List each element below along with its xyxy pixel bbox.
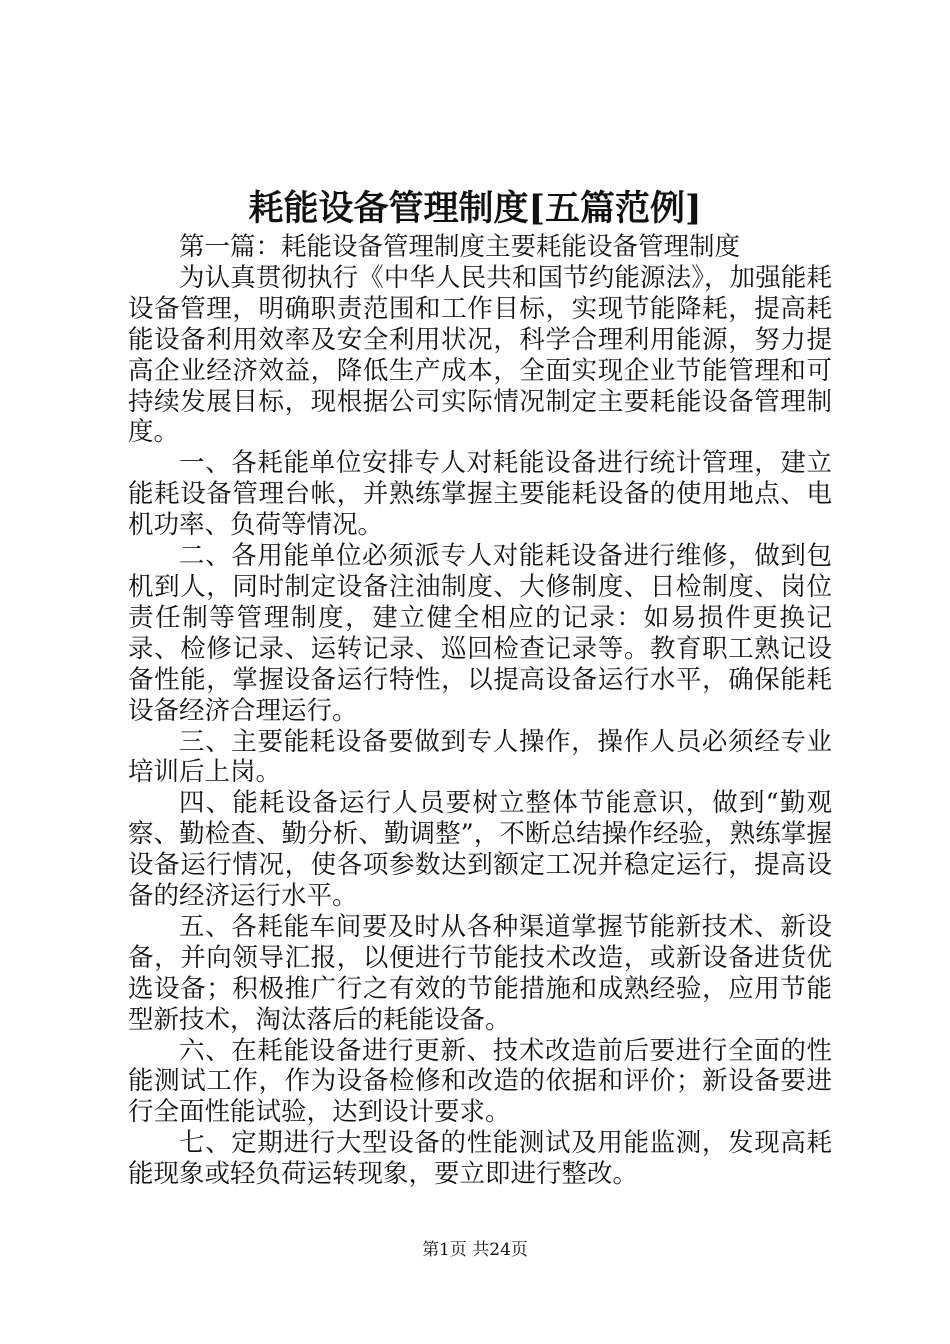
paragraph-item-2: 二、各用能单位必须派专人对能耗设备进行维修，做到包机到人，同时制定设备注油制度、大修制度、日检制度、岗位责任制等管理制度，建立健全相应的记录：如易损件更换记录、检修记录、运转记录、巡回检查记录等。教育职工熟记设备性能，掌握设备运行特性，以提高设备运行水平，确保能耗设备经济合理运行。 [128, 541, 832, 726]
paragraph-item-1: 一、各耗能单位安排专人对耗能设备进行统计管理，建立能耗设备管理台帐，并熟练掌握主要能耗设备的使用地点、电机功率、负荷等情况。 [128, 448, 832, 541]
paragraph-item-3: 三、主要能耗设备要做到专人操作，操作人员必须经专业培训后上岗。 [128, 726, 832, 788]
paragraph-item-5: 五、各耗能车间要及时从各种渠道掌握节能新技术、新设备，并向领导汇报，以便进行节能技术改造，或新设备进货优选设备；积极推广行之有效的节能措施和成熟经验，应用节能型新技术，淘汰落后的耗能设备。 [128, 911, 832, 1035]
page-number-footer: 第1页 共24页 [422, 1240, 528, 1260]
paragraph-item-4: 四、能耗设备运行人员要树立整体节能意识，做到“勤观察、勤检查、勤分析、勤调整”，不断总结操作经验，熟练掌握设备运行情况，使各项参数达到额定工况并稳定运行，提高设备的经济运行水平。 [128, 788, 832, 912]
document-title: 耗能设备管理制度[五篇范例] [248, 188, 702, 229]
paragraph-item-7: 七、定期进行大型设备的性能测试及用能监测，发现高耗能现象或轻负荷运转现象，要立即进行整改。 [128, 1128, 832, 1190]
paragraph-intro: 为认真贯彻执行《中华人民共和国节约能源法》，加强能耗设备管理，明确职责范围和工作目标，实现节能降耗，提高耗能设备利用效率及安全利用状况，科学合理利用能源，努力提高企业经济效益，降低生产成本，全面实现企业节能管理和可持续发展目标，现根据公司实际情况制定主要耗能设备管理制度。 [128, 262, 832, 448]
paragraph-section-heading: 第一篇：耗能设备管理制度主要耗能设备管理制度 [179, 232, 741, 262]
document-body [128, 232, 832, 1190]
paragraph-item-6: 六、在耗能设备进行更新、技术改造前后要进行全面的性能测试工作，作为设备检修和改造的依据和评价；新设备要进行全面性能试验，达到设计要求。 [128, 1035, 832, 1128]
